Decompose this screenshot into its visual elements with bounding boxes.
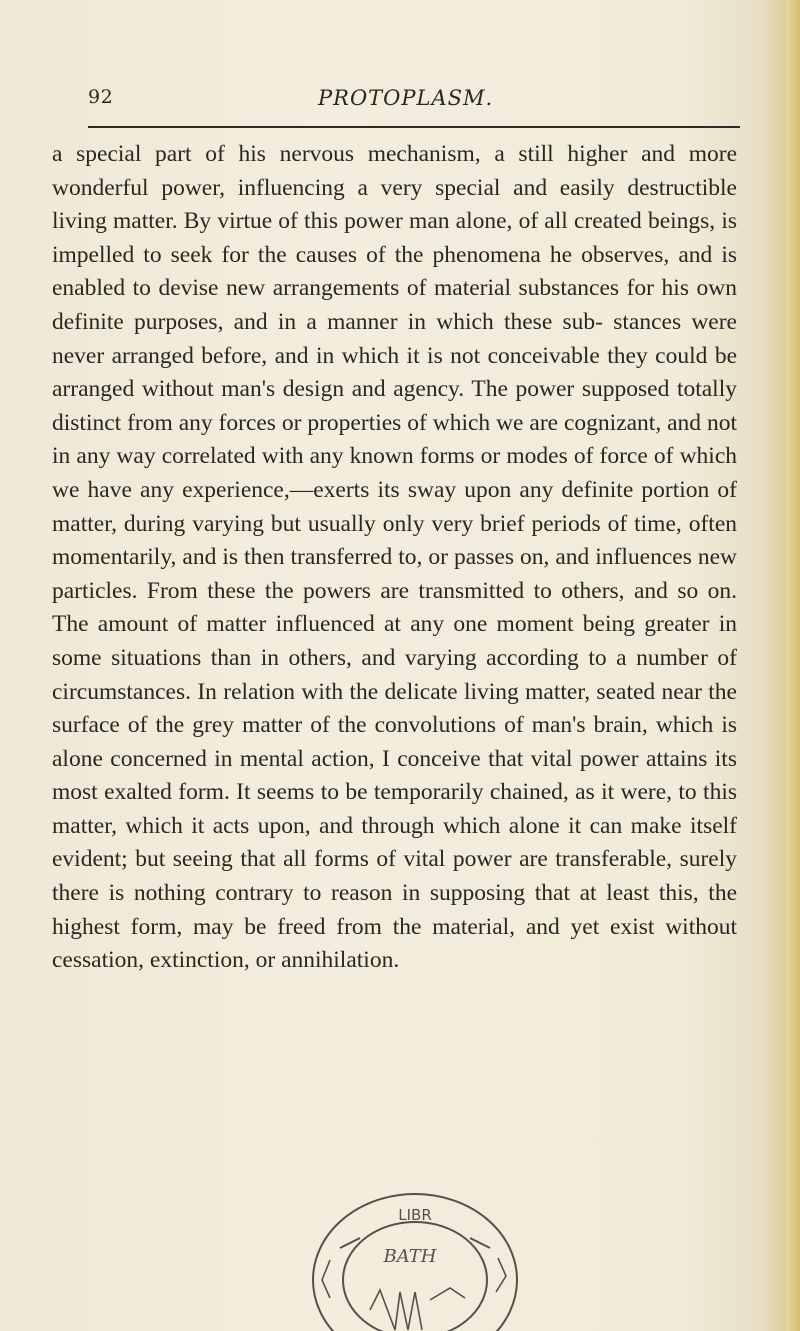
page-header — [88, 86, 728, 120]
stamp-center-text: BATH — [383, 1246, 437, 1267]
body-text — [52, 138, 737, 978]
running-title: PROTOPLASM. — [318, 86, 494, 110]
page-edge — [786, 0, 800, 1331]
page-number: 92 — [88, 86, 114, 108]
library-stamp — [300, 1180, 530, 1331]
header-rule — [88, 126, 740, 128]
stamp-top-text: LIBR — [398, 1206, 432, 1224]
paragraph: a special part of his nervous mechanism, a still higher and more wonderful power, influencing a very special and easily destructible living matter. By virtue of this power man alone, of all created beings, is impelled to seek for the causes of the phenomena he observes, and is enabled to devise new arrangements of material substances for his own definite purposes, and in a manner in which these sub- stances were never arranged before, and in which it is not conceivable they could be arranged without man's design and agency. The power supposed totally distinct from any forces or properties of which we are cognizant, and not in any way correlated with any known forms or modes of force of which we have any experience,—exerts its sway upon any definite portion of matter, during varying but usually only very brief periods of time, often momentarily, and is then transferred to, or passes on, and influences new particles. From these the powers are transmitted to others, and so on. The amount of matter influenced at any one moment being greater in some situations than in others, and varying according to a number of circumstances. In relation with the delicate living matter, seated near the surface of the grey matter of the convolutions of man's brain, which is alone concerned in mental action, I conceive that vital power attains its most exalted form. It seems to be temporarily chained, as it were, to this matter, which it acts upon, and through which alone it can make itself evident; but seeing that all forms of vital power are transferable, surely there is nothing contrary to reason in supposing that at least this, the highest form, may be freed from the material, and yet exist without cessation, extinction, or annihilation. — [52, 141, 737, 974]
